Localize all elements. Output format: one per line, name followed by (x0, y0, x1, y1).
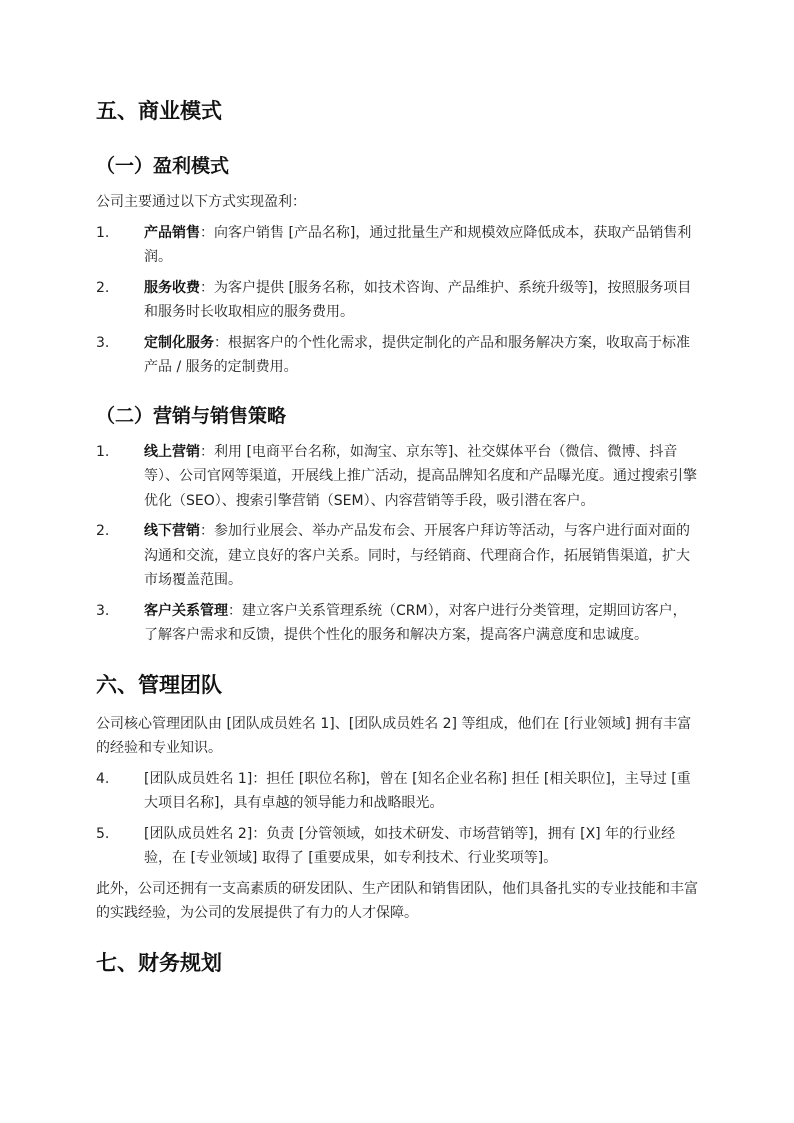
list-item (96, 331, 698, 380)
list-item-separator: ： (214, 334, 228, 351)
list-item (96, 822, 698, 871)
profit-list (96, 221, 698, 380)
list-item (96, 440, 698, 514)
list-item (96, 221, 698, 270)
list-item-text: 利用 [电商平台名称，如淘宝、京东等]、社交媒体平台（微信、微博、抖音等）、公司官网等渠道，开展线上推广活动，提高品牌知名度和产品曝光度。通过搜索引擎优化（SEO）、搜索引擎营销（SEM）、内容营销等手段，吸引潜在客户。 (144, 443, 697, 509)
list-number: 4. (96, 770, 110, 787)
subsection-title-profit-model: （一）盈利模式 (96, 155, 230, 177)
marketing-list (96, 440, 698, 648)
list-item-label: 线上营销 (144, 443, 200, 460)
list-item (96, 599, 698, 648)
list-number: 2. (96, 523, 110, 539)
section-title-financial-planning: 七、财务规划 (96, 950, 222, 975)
section-title-management-team: 六、管理团队 (96, 672, 222, 697)
list-item-text: 参加行业展会、举办产品发布会、开展客户拜访等活动，与客户进行面对面的沟通和交流，建立良好的客户关系。同时，与经销商、代理商合作，拓展销售渠道，扩大市场覆盖范围。 (144, 523, 690, 588)
team-outro: 此外，公司还拥有一支高素质的研发团队、生产团队和销售团队，他们具备扎实的专业技能和丰富的实践经验，为公司的发展提供了有力的人才保障。 (96, 880, 698, 921)
team-intro: 公司核心管理团队由 [团队成员姓名 1]、[团队成员姓名 2] 等组成，他们在 [行业领域] 拥有丰富的经验和专业知识。 (96, 715, 692, 756)
list-number: 1. (96, 443, 110, 460)
list-item-text: 建立客户关系管理系统（CRM），对客户进行分类管理，定期回访客户，了解客户需求和反馈，提供个性化的服务和解决方案，提高客户满意度和忠诚度。 (144, 602, 687, 643)
list-item-label: 客户关系管理 (144, 602, 228, 619)
list-number: 3. (96, 334, 110, 351)
list-number: 2. (96, 279, 110, 296)
list-item-separator: ： (200, 523, 214, 539)
list-number: 3. (96, 602, 110, 619)
section-title-business-model: 五、商业模式 (96, 99, 222, 123)
list-item-text: 向客户销售 [产品名称]，通过批量生产和规模效应降低成本，获取产品销售利润。 (144, 224, 692, 265)
list-item-label: 线下营销 (144, 523, 200, 539)
team-list (96, 767, 698, 871)
profit-intro: 公司主要通过以下方式实现盈利： (96, 194, 306, 210)
list-item (96, 519, 698, 593)
list-item (96, 767, 698, 816)
list-item-separator: ： (200, 279, 214, 296)
list-number: 5. (96, 825, 110, 842)
list-number: 1. (96, 224, 110, 241)
list-item (96, 276, 698, 325)
list-item-text: [团队成员姓名 2]：负责 [分管领域，如技术研发、市场营销等]，拥有 [X] 年的行业经验，在 [专业领域] 取得了 [重要成果，如专利技术、行业奖项等]。 (144, 825, 676, 866)
document-content (96, 94, 698, 980)
list-item-label: 定制化服务 (144, 334, 214, 351)
list-item-separator: ： (200, 443, 214, 460)
list-item-text: [团队成员姓名 1]：担任 [职位名称]，曾在 [知名企业名称] 担任 [相关职位]，主导过 [重大项目名称]，具有卓越的领导能力和战略眼光。 (144, 770, 691, 811)
list-item-text: 根据客户的个性化需求，提供定制化的产品和服务解决方案，收取高于标准产品 / 服务的定制费用。 (144, 334, 690, 375)
list-item-separator: ： (200, 224, 214, 241)
list-item-separator: ： (228, 602, 242, 619)
subsection-title-marketing-strategy: （二）营销与销售策略 (96, 404, 287, 427)
list-item-label: 服务收费 (144, 279, 200, 296)
list-item-text: 为客户提供 [服务名称，如技术咨询、产品维护、系统升级等]，按照服务项目和服务时长收取相应的服务费用。 (144, 279, 692, 320)
list-item-label: 产品销售 (144, 224, 200, 241)
